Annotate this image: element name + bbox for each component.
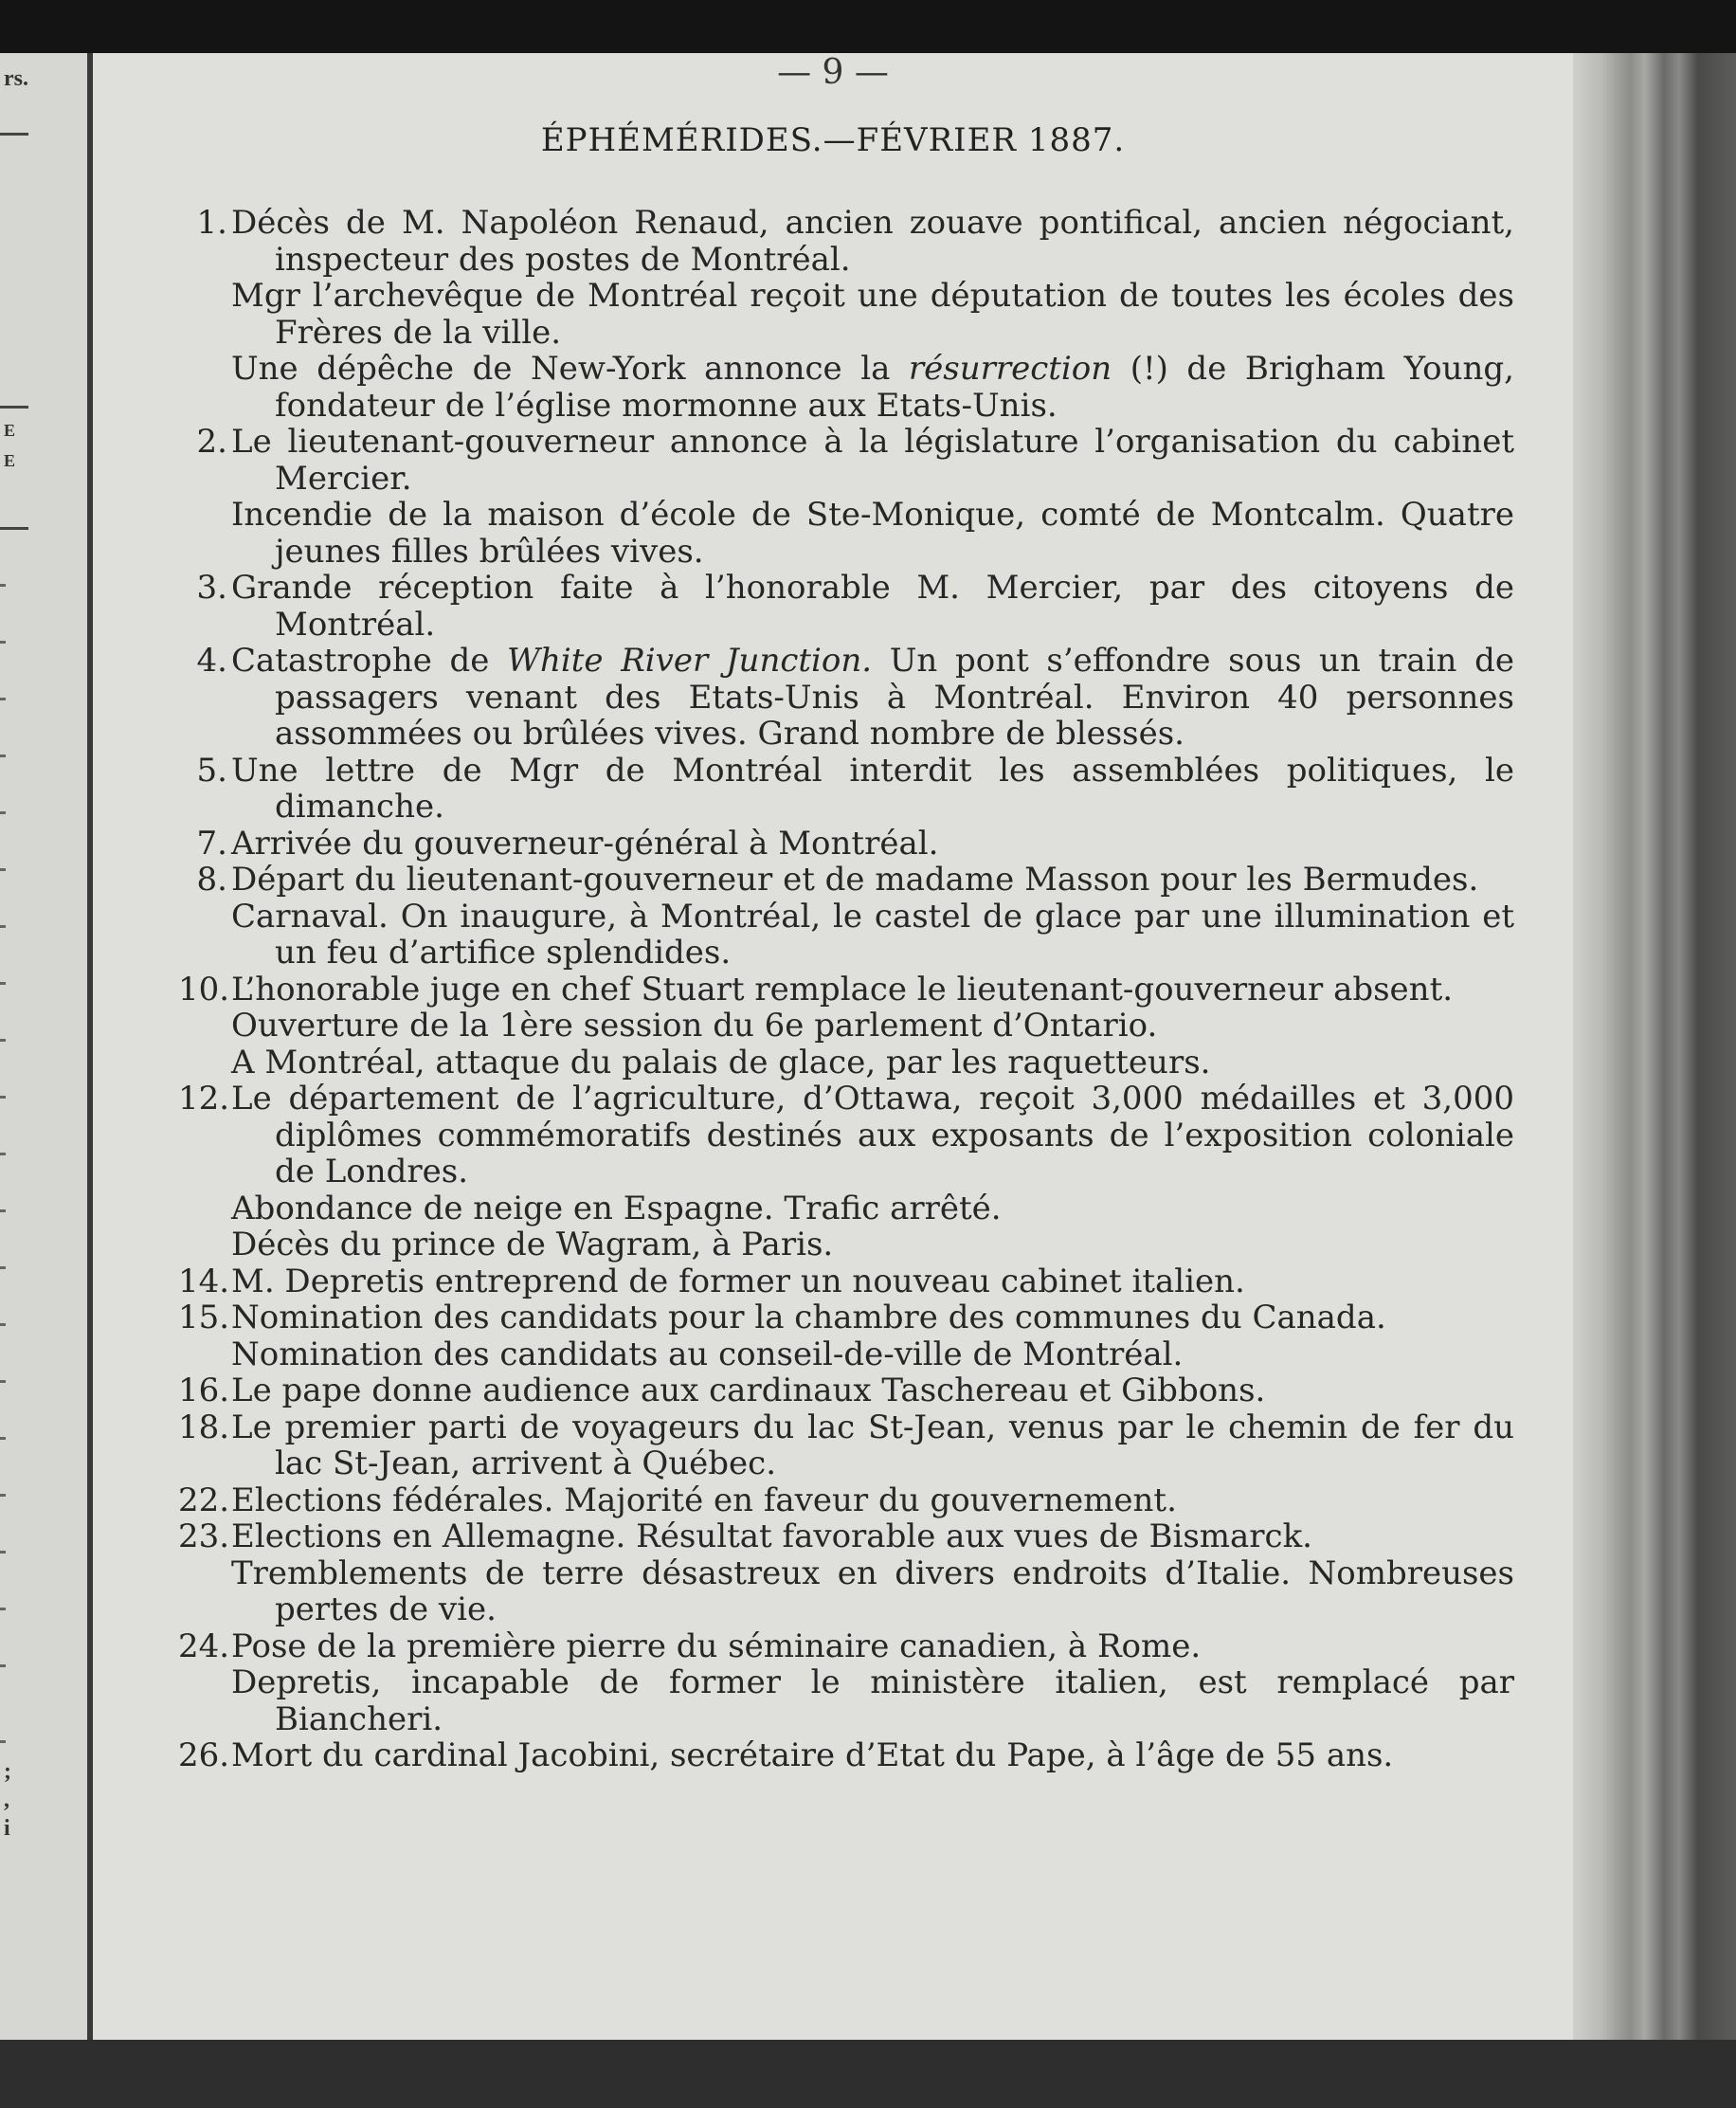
left-page-tick	[0, 584, 6, 587]
left-page-tick	[0, 641, 6, 644]
entry-day-number: 18.	[178, 1408, 230, 1446]
left-page-edge	[0, 53, 93, 2040]
entry-day-number: 12.	[178, 1080, 230, 1118]
list-item	[178, 1737, 1514, 1774]
entry-text: Décès de M. Napoléon Renaud, ancien zouave pontifical, ancien négociant, inspecteur des postes de Montréal.	[231, 204, 1514, 279]
left-page-tick	[0, 1323, 6, 1326]
entry-text: Une lettre de Mgr de Montréal interdit les assemblées politiques, le dimanche.	[231, 751, 1514, 826]
left-page-fragment: rs.	[4, 66, 28, 91]
entry-text-part: Un pont s’effondre sous un train de passagers venant des Etats-Unis à Montréal. Environ 40 personnes assommées ou brûlées vives. Grand nombre de blessés.	[275, 642, 1514, 753]
book-page-stack-edge	[1573, 53, 1736, 2040]
top-scan-border	[0, 0, 1736, 53]
list-item	[178, 972, 1514, 1009]
ephemerides-list	[178, 205, 1514, 1774]
entry-day-number: 8.	[196, 861, 227, 899]
entry-continuation: Incendie de la maison d’école de Ste-Monique, comté de Montcalm. Quatre jeunes filles brûlées vives.	[231, 496, 1514, 571]
list-item	[178, 205, 1514, 278]
entry-day-number: 26.	[178, 1736, 230, 1774]
entry-continuation: Ouverture de la 1ère session du 6e parlement d’Ontario.	[231, 1007, 1158, 1045]
bottom-scan-border	[0, 2040, 1736, 2108]
entry-text: Pose de la première pierre du séminaire canadien, à Rome.	[231, 1626, 1202, 1665]
left-page-tick	[0, 1494, 6, 1497]
entry-day-number: 10.	[178, 970, 230, 1009]
book-page	[93, 53, 1573, 2040]
list-item	[178, 570, 1514, 643]
entry-text: Mort du cardinal Jacobini, secrétaire d’Etat du Pape, à l’âge de 55 ans.	[231, 1736, 1394, 1774]
left-page-tick	[0, 982, 6, 985]
entry-text: Elections fédérales. Majorité en faveur du gouvernement.	[231, 1481, 1177, 1519]
entry-day-number: 7.	[196, 824, 227, 863]
entry-day-number: 23.	[178, 1517, 230, 1555]
entry-text: Arrivée du gouverneur-général à Montréal.	[231, 824, 939, 863]
entry-continuation: Mgr l’archevêque de Montréal reçoit une députation de toutes les écoles des Frères de la ville.	[231, 277, 1514, 352]
left-page-tick	[0, 1608, 6, 1610]
entry-text: Le premier parti de voyageurs du lac St-Jean, venus par le chemin de fer du lac St-Jean, arrivent à Québec.	[231, 1408, 1514, 1482]
list-item	[178, 1081, 1514, 1190]
page-title: ÉPHÉMÉRIDES.—FÉVRIER 1887.	[540, 121, 1126, 159]
left-page-tick	[0, 811, 6, 814]
entry-continuation: Depretis, incapable de former le ministère italien, est remplacé par Biancheri.	[231, 1663, 1514, 1738]
entry-continuation: Décès du prince de Wagram, à Paris.	[231, 1226, 834, 1263]
entry-continuation: Nomination des candidats au conseil-de-ville de Montréal.	[231, 1335, 1184, 1373]
left-page-fragment: ,	[4, 1788, 9, 1812]
left-page-rule	[0, 406, 28, 409]
left-page-tick	[0, 1153, 6, 1155]
entry-day-number: 2.	[196, 423, 227, 461]
left-page-tick	[0, 1380, 6, 1383]
entry-day-number: 24.	[178, 1626, 230, 1665]
entry-text	[231, 643, 1514, 753]
entry-text: Le département de l’agriculture, d’Ottawa, reçoit 3,000 médailles et 3,000 diplômes commémoratifs destinés aux exposants de l’exposition coloniale de Londres.	[231, 1080, 1514, 1190]
left-page-tick	[0, 925, 6, 928]
entry-text: (!) de Brigham Young, fondateur de l’église mormonne aux Etats-Unis.	[275, 350, 1514, 425]
list-item	[178, 1518, 1514, 1555]
entry-day-number: 4.	[196, 642, 227, 680]
left-page-tick	[0, 1437, 6, 1440]
entry-day-number: 5.	[196, 751, 227, 790]
entry-text: Nomination des candidats pour la chambre des communes du Canada.	[231, 1299, 1386, 1336]
entry-text: M. Depretis entreprend de former un nouveau cabinet italien.	[231, 1262, 1245, 1300]
left-page-fragment: i	[4, 1816, 10, 1841]
entry-day-number: 14.	[178, 1262, 230, 1300]
list-item	[178, 1409, 1514, 1482]
list-item	[178, 1628, 1514, 1665]
left-page-tick	[0, 1551, 6, 1554]
entry-text: Départ du lieutenant-gouverneur et de madame Masson pour les Bermudes.	[231, 861, 1479, 899]
left-page-fragment: ;	[4, 1759, 11, 1784]
entry-day-number: 16.	[178, 1372, 230, 1409]
list-item	[178, 753, 1514, 826]
entry-day-number: 1.	[196, 204, 227, 242]
entry-text-part: Catastrophe de	[231, 642, 508, 680]
list-item	[178, 826, 1514, 863]
entry-day-number: 3.	[196, 569, 227, 607]
entry-text: Une dépêche de New-York annonce la	[231, 350, 909, 388]
entry-day-number: 22.	[178, 1481, 230, 1519]
list-item	[178, 1299, 1514, 1336]
entry-text: Le pape donne audience aux cardinaux Taschereau et Gibbons.	[231, 1372, 1266, 1409]
left-page-tick	[0, 1740, 6, 1743]
left-page-tick	[0, 1096, 6, 1099]
entry-continuation: A Montréal, attaque du palais de glace, par les raquetteurs.	[231, 1043, 1211, 1081]
entry-italic-text: résurrection	[908, 350, 1112, 388]
entry-continuation: Tremblements de terre désastreux en divers endroits d’Italie. Nombreuses pertes de vie.	[231, 1554, 1514, 1628]
page-number: — 9 —	[777, 53, 889, 92]
entry-text: Grande réception faite à l’honorable M. Mercier, par des citoyens de Montréal.	[231, 569, 1514, 644]
left-page-tick	[0, 754, 6, 757]
entry-text: Elections en Allemagne. Résultat favorable aux vues de Bismarck.	[231, 1517, 1312, 1555]
list-item	[178, 862, 1514, 899]
left-page-tick	[0, 868, 6, 871]
list-item	[178, 1263, 1514, 1300]
left-page-tick	[0, 1209, 6, 1212]
list-item	[178, 424, 1514, 497]
list-item	[178, 643, 1514, 753]
left-page-rule	[0, 527, 28, 530]
entry-continuation: Carnaval. On inaugure, à Montréal, le castel de glace par une illumination et un feu d’artifice splendides.	[231, 897, 1514, 972]
left-page-tick	[0, 1039, 6, 1042]
entry-text: L’honorable juge en chef Stuart remplace le lieutenant-gouverneur absent.	[231, 970, 1454, 1009]
entry-italic-text: White River Junction.	[507, 642, 873, 680]
left-page-rule	[0, 133, 28, 136]
left-page-tick	[0, 1266, 6, 1269]
list-item	[178, 1482, 1514, 1519]
left-page-tick	[0, 698, 6, 700]
entry-continuation: Abondance de neige en Espagne. Trafic arrêté.	[231, 1189, 1002, 1227]
list-item	[178, 1372, 1514, 1409]
left-page-fragment: E	[4, 451, 16, 470]
left-page-fragment: E	[4, 421, 16, 440]
left-page-tick	[0, 1664, 6, 1667]
entry-continuation	[231, 351, 1514, 424]
entry-day-number: 15.	[178, 1299, 230, 1336]
entry-text: Le lieutenant-gouverneur annonce à la législature l’organisation du cabinet Mercier.	[231, 423, 1514, 498]
